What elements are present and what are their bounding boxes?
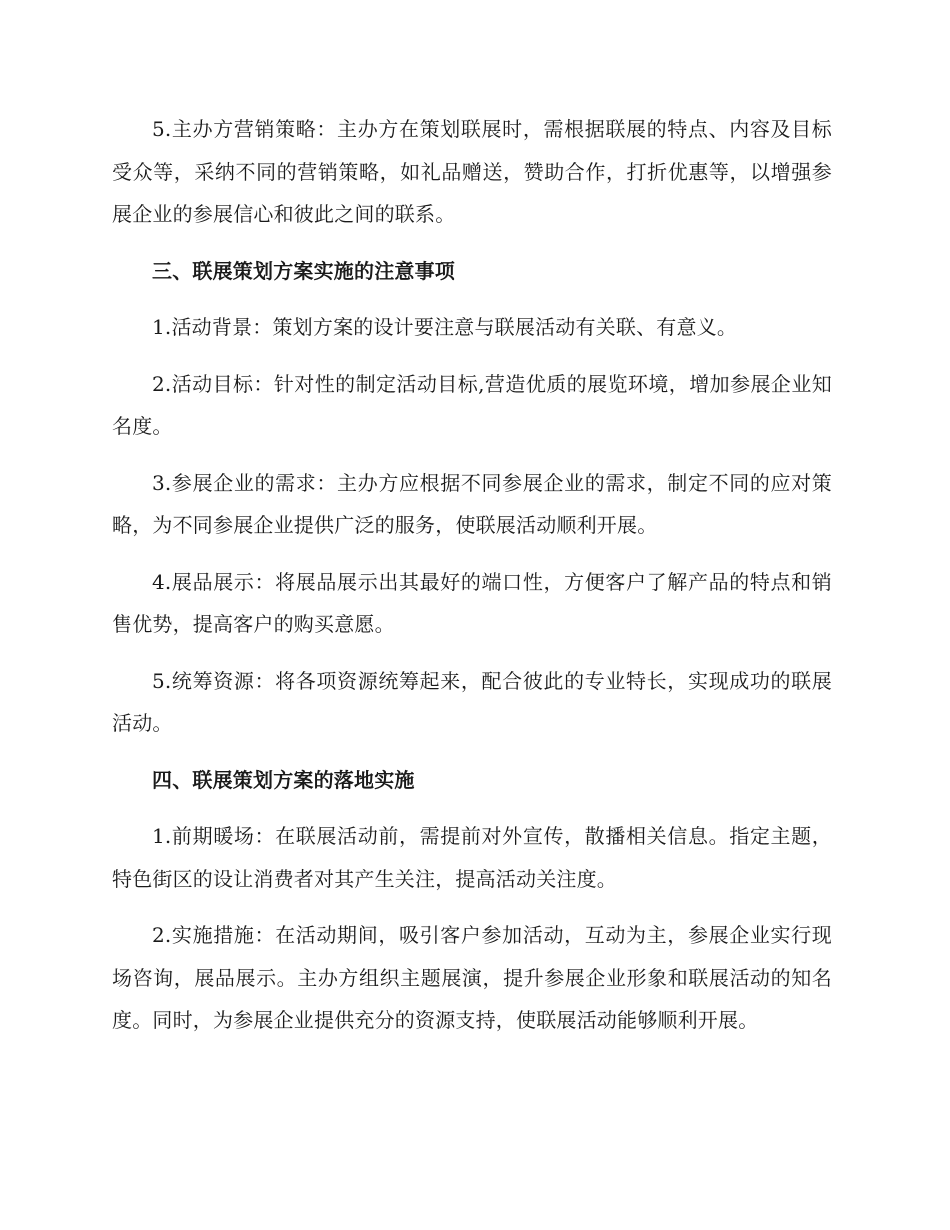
- paragraph-exhibitor-needs: 3.参展企业的需求：主办方应根据不同参展企业的需求，制定不同的应对策略，为不同参展企业提供广泛的服务，使联展活动顺利开展。: [112, 470, 832, 537]
- section-heading-implementation: 四、联展策划方案的落地实施: [152, 767, 415, 792]
- document-body: [112, 108, 832, 1056]
- paragraph-warmup: 1.前期暖场：在联展活动前，需提前对外宣传，散播相关信息。指定主题，特色街区的设让消费者对其产生关注，提高活动关注度。: [112, 824, 832, 891]
- paragraph-product-display: 4.展品展示：将展品展示出其最好的端口性，方便客户了解产品的特点和销售优势，提高客户的购买意愿。: [112, 569, 832, 636]
- paragraph-activity-goal: 2.活动目标：针对性的制定活动目标,营造优质的展览环境，增加参展企业知名度。: [112, 371, 832, 438]
- paragraph-resource-coordination: 5.统筹资源：将各项资源统筹起来，配合彼此的专业特长，实现成功的联展活动。: [112, 668, 832, 735]
- paragraph-marketing-strategy: 5.主办方营销策略：主办方在策划联展时，需根据联展的特点、内容及目标受众等，采纳不同的营销策略，如礼品赠送，赞助合作，打折优惠等，以增强参展企业的参展信心和彼此之间的联系。: [112, 117, 832, 226]
- section-heading-notes: 三、联展策划方案实施的注意事项: [152, 258, 455, 283]
- paragraph-measures: 2.实施措施：在活动期间，吸引客户参加活动，互动为主，参展企业实行现场咨询，展品展示。主办方组织主题展演，提升参展企业形象和联展活动的知名度。同时，为参展企业提供充分的资源支持，使联展活动能够顺利开展。: [112, 923, 832, 1032]
- paragraph-activity-background: 1.活动背景：策划方案的设计要注意与联展活动有关联、有意义。: [152, 315, 738, 339]
